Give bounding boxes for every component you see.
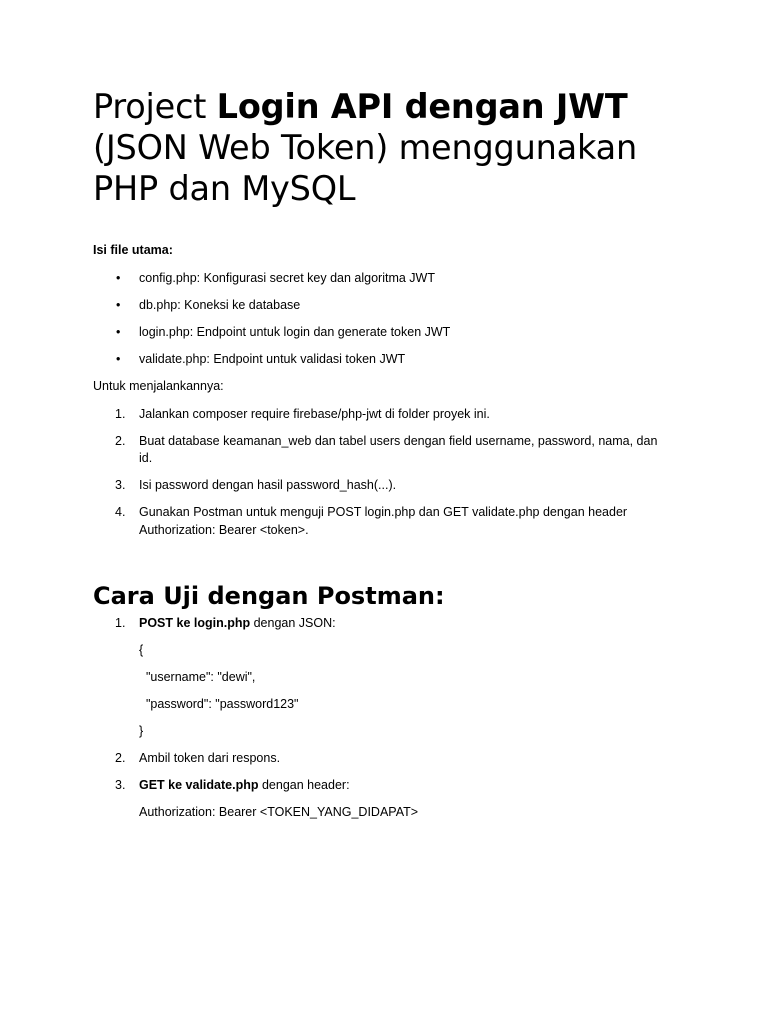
title-rest: (JSON Web Token) menggunakan PHP dan MySQL — [93, 128, 637, 208]
step-text: Ambil token dari respons. — [139, 751, 281, 765]
bullet: • — [116, 351, 121, 366]
list-item-text: Isi password dengan hasil password_hash(...). — [139, 478, 397, 492]
step-number: 3. — [115, 478, 126, 492]
list-item-text: Buat database keamanan_web dan tabel users dengan field username, password, nama, dan id. — [139, 433, 658, 465]
run-steps-list — [93, 406, 674, 540]
list-item-text: validate.php: Endpoint untuk validasi token JWT — [139, 351, 406, 366]
step-number: 2. — [115, 751, 126, 765]
step-text: dengan header: — [258, 778, 350, 792]
bullet: • — [116, 297, 121, 312]
list-item-text: config.php: Konfigurasi secret key dan algoritma JWT — [139, 270, 435, 285]
title-bold: Login API dengan JWT — [216, 87, 628, 126]
json-code-line: } — [139, 724, 144, 738]
main-files-list — [93, 270, 674, 369]
list-item — [93, 433, 674, 468]
list-item — [93, 750, 674, 768]
list-item-text: Jalankan composer require firebase/php-jwt di folder proyek ini. — [139, 406, 490, 421]
list-item — [93, 615, 674, 741]
header-example-line: Authorization: Bearer <TOKEN_YANG_DIDAPAT> — [139, 805, 419, 819]
run-label: Untuk menjalankannya: — [93, 379, 224, 393]
bullet: • — [116, 324, 121, 339]
bullet: • — [116, 270, 121, 285]
list-item — [93, 297, 674, 315]
list-item — [93, 406, 674, 424]
step-number: 4. — [115, 505, 126, 519]
title-prefix: Project — [93, 87, 217, 126]
step-number: 1. — [115, 406, 126, 421]
step-number: 1. — [115, 616, 126, 630]
json-code-line: "username": "dewi", — [139, 670, 256, 684]
json-code-line: "password": "password123" — [139, 697, 299, 711]
postman-heading: Cara Uji dengan Postman: — [93, 582, 445, 610]
document-body — [93, 242, 674, 822]
main-files-label: Isi file utama: — [93, 243, 173, 257]
step-number: 2. — [115, 433, 126, 448]
step-text: dengan JSON: — [250, 616, 336, 630]
list-item — [93, 324, 674, 342]
list-item — [93, 477, 674, 495]
list-item — [93, 504, 674, 539]
list-item-text: Gunakan Postman untuk menguji POST login.php dan GET validate.php dengan header Authorization: Bearer <token>. — [139, 505, 628, 537]
list-item-text: login.php: Endpoint untuk login dan generate token JWT — [139, 324, 451, 339]
list-item — [93, 270, 674, 288]
postman-steps-list — [93, 615, 674, 822]
list-item-text: db.php: Koneksi ke database — [139, 297, 301, 312]
json-code-line: { — [139, 643, 144, 657]
list-item — [93, 351, 674, 369]
step-bold-text: GET ke validate.php — [139, 778, 259, 792]
step-bold-text: POST ke login.php — [139, 616, 251, 630]
step-number: 3. — [115, 778, 126, 792]
document-title — [93, 86, 674, 209]
list-item — [93, 777, 674, 822]
